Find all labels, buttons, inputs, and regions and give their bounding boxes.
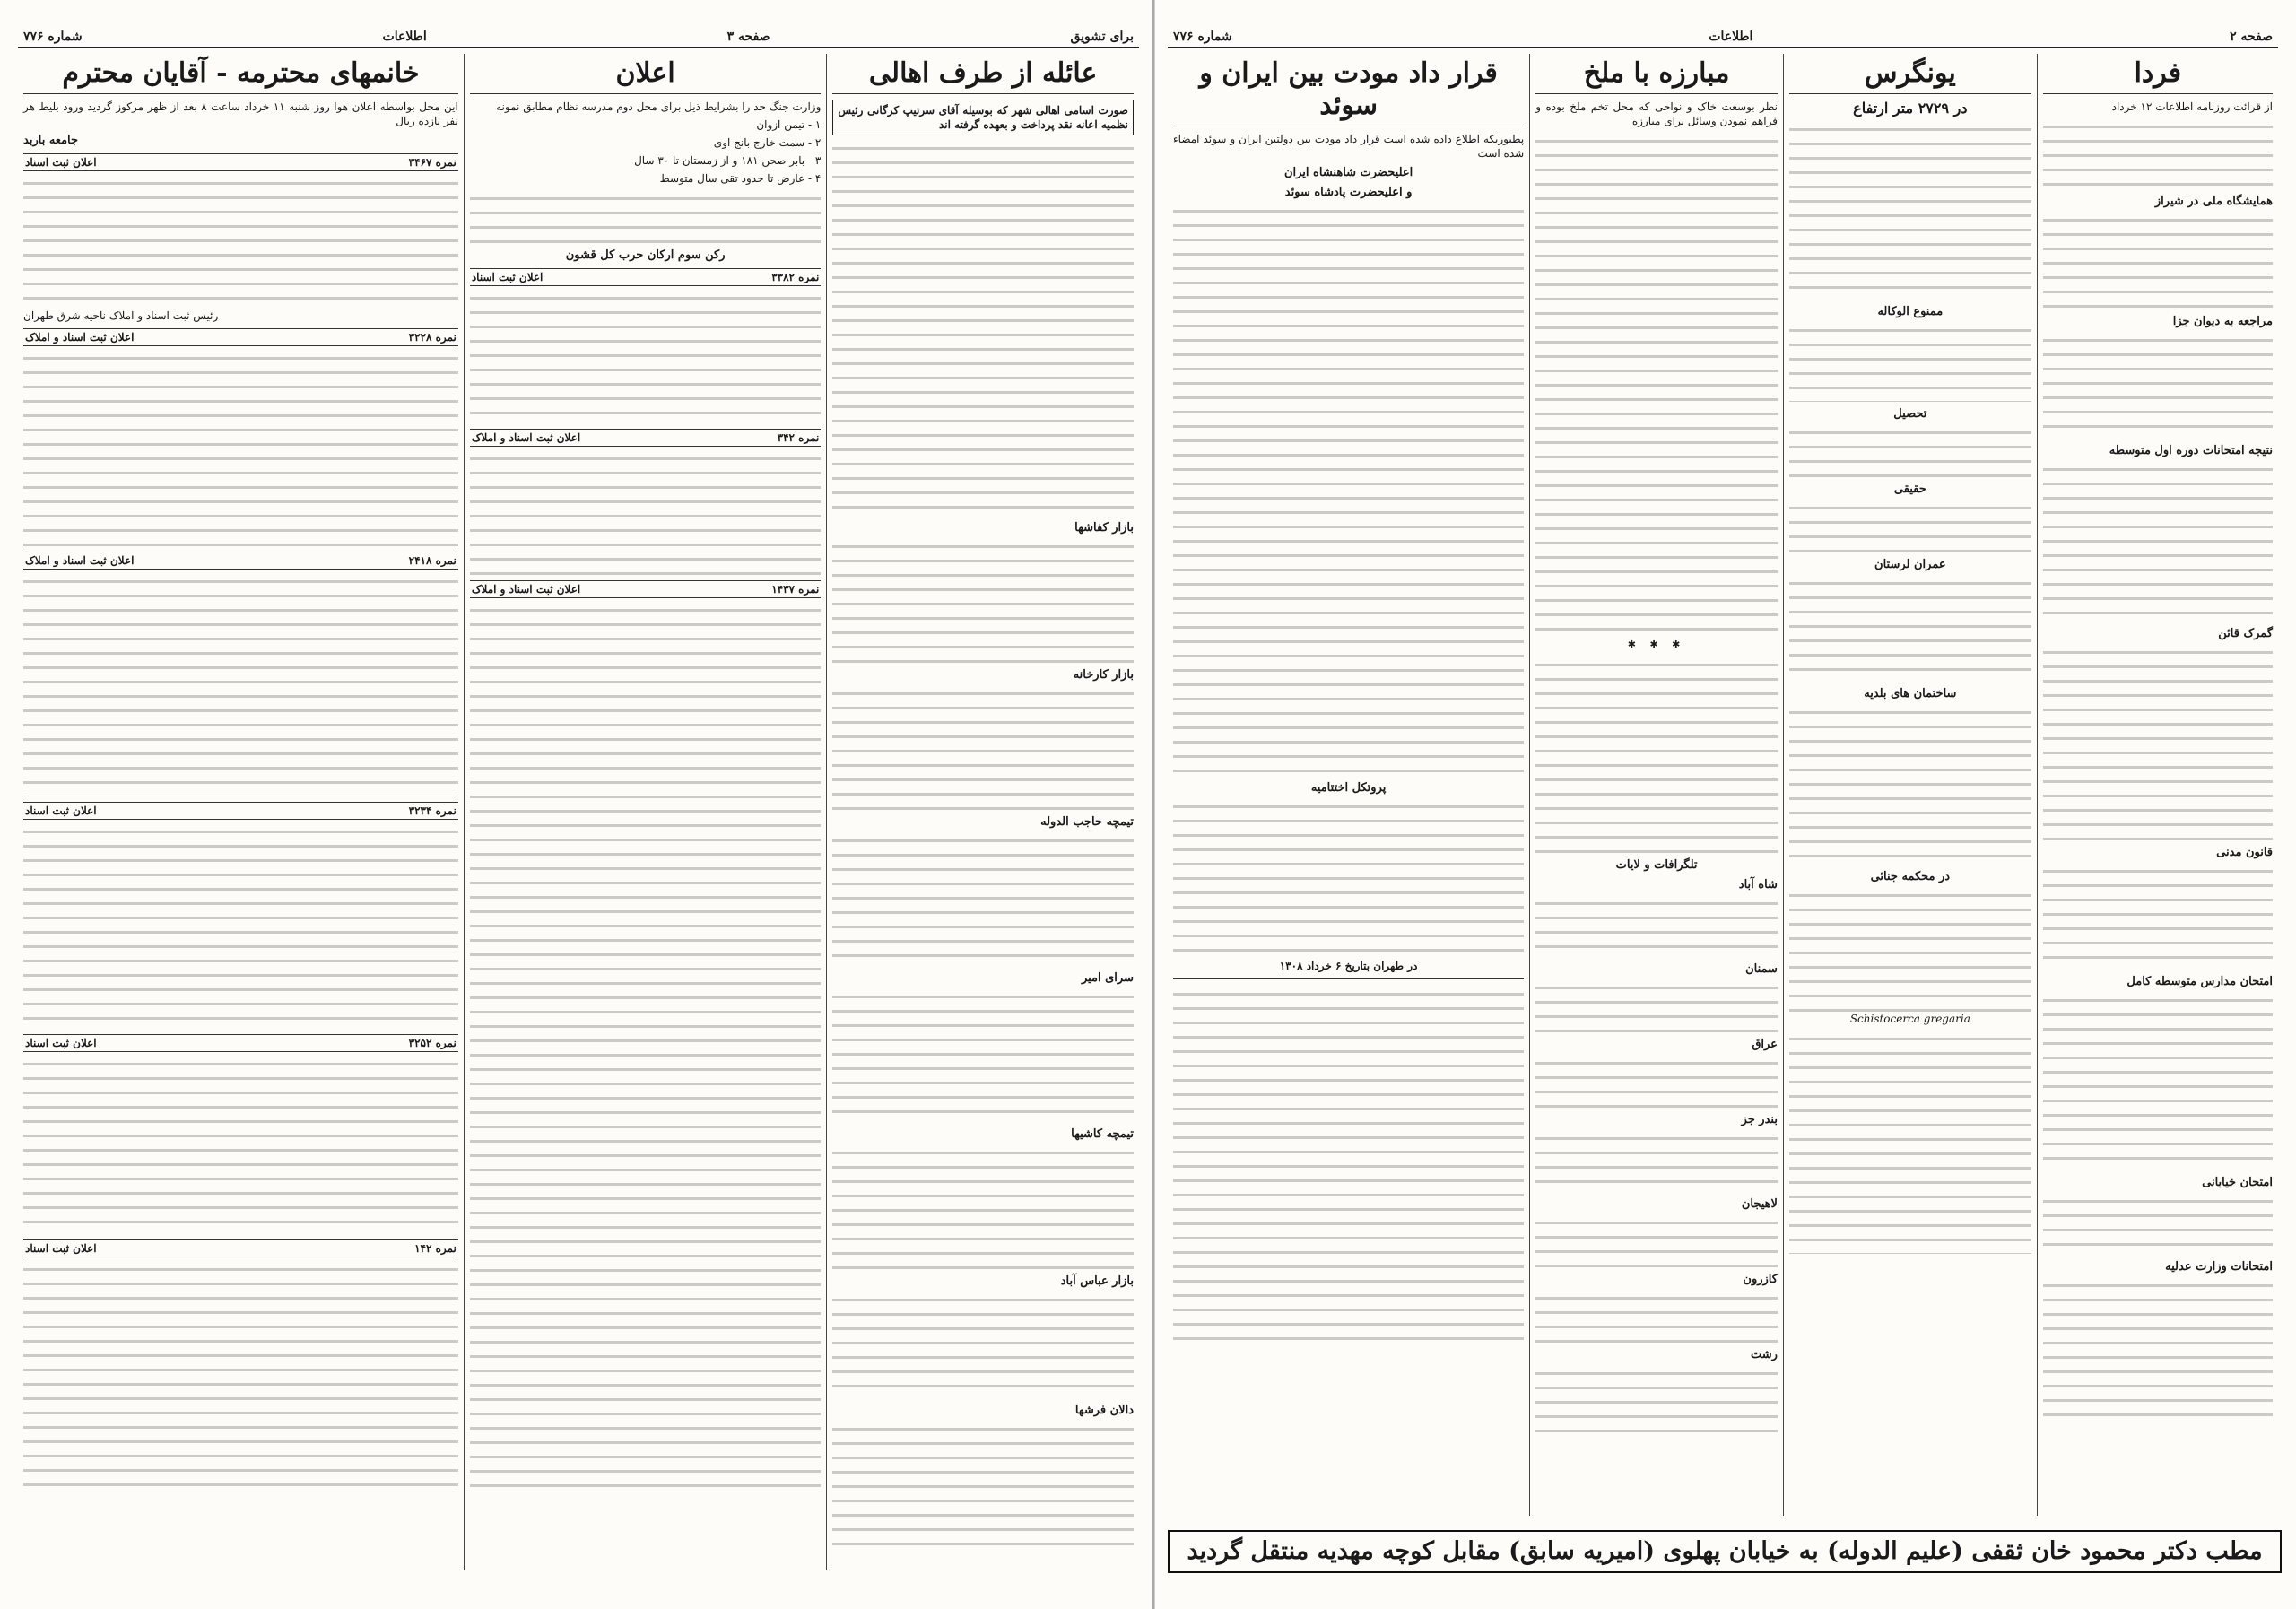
congress-subhead: ممنوع الوکاله bbox=[1877, 305, 1944, 318]
notice-number: نمره ۱۴۲ bbox=[414, 1242, 457, 1255]
left-page bbox=[18, 27, 1139, 1587]
treaty-text-block bbox=[1173, 797, 1524, 959]
locust-subhead: تلگرافات و لایات bbox=[1615, 858, 1698, 872]
notice-text-block bbox=[23, 349, 458, 546]
locust-column bbox=[1529, 54, 1783, 1516]
clinic-relocation-ad: مطب دکتر محمود خان ثقفی (علیم الدوله) به خیابان پهلوی (امیریه سابق) مقابل کوچه مهدیه منتقل گردید bbox=[1168, 1530, 2282, 1573]
notice-text-block bbox=[23, 174, 458, 309]
announcement-item: ۱ - تیمن ازوان bbox=[756, 118, 822, 131]
announcement-footer: رکن سوم ارکان حرب کل قشون bbox=[565, 248, 726, 262]
petition-text-block bbox=[832, 684, 1134, 810]
farda-subhead: گمرک قائن bbox=[2218, 627, 2273, 640]
treaty-intro: پطیوریکه اطلاع داده شده است قرار داد مودت بین دولتین ایران و سوئد امضاء شده است bbox=[1173, 133, 1525, 160]
petition-heading-2: بازار کارخانه bbox=[1073, 668, 1134, 682]
petition-heading-5: تیمچه کاشیها bbox=[1071, 1127, 1134, 1141]
locust-text-block bbox=[1535, 1364, 1778, 1436]
farda-text-block bbox=[2043, 1192, 2273, 1255]
locust-subhead: شاه آباد bbox=[1738, 878, 1778, 891]
locust-text-block bbox=[1535, 978, 1778, 1032]
petition-heading-7: دالان فرشها bbox=[1074, 1404, 1134, 1417]
notice-header bbox=[23, 328, 458, 346]
announcement-text-block bbox=[470, 189, 822, 243]
locust-subhead: بندر جز bbox=[1741, 1113, 1778, 1126]
locust-subhead: کازرون bbox=[1743, 1273, 1778, 1286]
congress-subhead: در محکمه جنائی bbox=[1870, 870, 1951, 883]
notice-header bbox=[23, 802, 458, 820]
farda-text-block bbox=[2043, 991, 2273, 1170]
locust-subhead: لاهیجان bbox=[1741, 1197, 1778, 1211]
congress-text-block bbox=[1789, 886, 2031, 1012]
notice-signature: رئیس ثبت اسناد و املاک ناحیه شرق طهران bbox=[23, 309, 219, 322]
petition-heading-4: سرای امیر bbox=[1081, 971, 1134, 985]
congress-species: Schistocerca gregaria bbox=[1849, 1013, 1970, 1025]
locust-text-block bbox=[1535, 1289, 1778, 1343]
right-issue: شماره ۷۷۶ bbox=[1173, 30, 1232, 44]
farda-column bbox=[2037, 54, 2278, 1516]
notice-heading: اعلان ثبت اسناد و املاک bbox=[471, 431, 581, 444]
divider bbox=[1173, 978, 1524, 979]
congress-text-block bbox=[1789, 1030, 2031, 1254]
farda-subhead: امتحان خیابانی bbox=[2202, 1176, 2273, 1189]
notice-heading: اعلان ثبت اسناد bbox=[25, 1242, 97, 1255]
congress-subhead: تحصیل bbox=[1893, 407, 1927, 421]
treaty-subhead: اعلیحضرت شاهنشاه ایران bbox=[1283, 166, 1413, 179]
notice-number: نمره ۳۲۳۴ bbox=[408, 804, 457, 817]
treaty-closing: در طهران بتاریخ ۶ خرداد ۱۳۰۸ bbox=[1279, 960, 1418, 972]
legal-notices-column bbox=[18, 54, 464, 1570]
petition-heading-3: تیمچه حاجب الدوله bbox=[1040, 815, 1134, 829]
right-paper-name: اطلاعات bbox=[1709, 30, 1753, 44]
notice-text-block bbox=[23, 572, 458, 796]
notice-header bbox=[470, 429, 822, 447]
congress-text-block bbox=[1789, 703, 2031, 865]
congress-subhead: ساختمان های بلدیه bbox=[1864, 687, 1957, 700]
farda-subhead: نتیجه امتحانات دوره اول متوسطه bbox=[2109, 444, 2273, 457]
locust-text-block bbox=[1535, 894, 1778, 957]
notice-number: نمره ۳۲۵۲ bbox=[408, 1037, 457, 1049]
notice-header bbox=[23, 552, 458, 570]
petition-text-block bbox=[832, 1420, 1134, 1545]
notice-heading: اعلان ثبت اسناد و املاک bbox=[25, 331, 135, 344]
congress-title: یونگرس bbox=[1789, 57, 2031, 94]
congress-text-block bbox=[1789, 321, 2031, 402]
notice-number: نمره ۳۳۸۲ bbox=[771, 271, 820, 283]
congress-sub: در ۲۷۲۹ متر ارتفاع bbox=[1853, 100, 1968, 117]
farda-text-block bbox=[2043, 117, 2273, 189]
farda-subhead: قانون مدنی bbox=[2216, 846, 2273, 859]
left-page-label: صفحه ۳ bbox=[726, 30, 770, 44]
notice-heading: اعلان ثبت اسناد bbox=[25, 804, 97, 817]
petition-text-block bbox=[832, 537, 1134, 663]
congress-text-block bbox=[1789, 574, 2031, 682]
page-fold bbox=[1152, 0, 1155, 1609]
locust-intro: نظر بوسعت خاک و نواحی که محل تخم ملخ بوده و فراهم نمودن وسائل برای مبارزه bbox=[1535, 100, 1778, 127]
congress-text-block bbox=[1789, 120, 2031, 300]
announcement-item: ۴ - عارض تا حدود تقی سال متوسط bbox=[659, 172, 822, 185]
farda-intro: از قرائت روزنامه اطلاعات ۱۲ خرداد bbox=[2111, 100, 2273, 113]
treaty-subhead: پروتکل اختتامیه bbox=[1310, 781, 1387, 795]
locust-text-block bbox=[1535, 132, 1778, 634]
farda-text-block bbox=[2043, 1276, 2273, 1420]
treaty-title: قرار داد مودت بین ایران و سوئد bbox=[1173, 57, 1524, 126]
congress-text-block bbox=[1789, 499, 2031, 552]
farda-subhead: مراجعه به دیوان جزا bbox=[2172, 315, 2273, 328]
congress-text-block bbox=[1789, 423, 2031, 477]
notice-heading: اعلان ثبت اسناد bbox=[25, 156, 97, 169]
notice-heading: اعلان ثبت اسناد bbox=[471, 271, 544, 283]
notices-intro: این محل بواسطه اعلان هوا روز شنبه ۱۱ خرداد ساعت ۸ بعد از ظهر مرکوز گردید ورود بلیط هر نفر یازده ریال bbox=[23, 100, 458, 127]
notice-header bbox=[470, 268, 822, 286]
notice-header bbox=[23, 1034, 458, 1052]
right-masthead bbox=[1168, 27, 2278, 48]
notice-text-block bbox=[470, 449, 822, 575]
left-issue: شماره ۷۷۶ bbox=[23, 30, 83, 44]
petition-column bbox=[826, 54, 1139, 1570]
notice-text-block bbox=[23, 1260, 458, 1493]
notice-header bbox=[23, 1239, 458, 1257]
notice-text-block bbox=[470, 289, 822, 423]
petition-text-block bbox=[832, 987, 1134, 1122]
farda-text-block bbox=[2043, 211, 2273, 309]
notice-number: نمره ۳۴۲ bbox=[777, 431, 820, 444]
announcement-intro: وزارت جنگ حد را بشرایط ذیل برای محل دوم مدرسه نظام مطابق نمونه bbox=[496, 100, 822, 113]
left-masthead bbox=[18, 27, 1139, 48]
announcement-item: ۳ - بابر صحن ۱۸۱ و از زمستان تا ۳۰ سال bbox=[634, 154, 822, 167]
announcement-column bbox=[464, 54, 827, 1570]
locust-subhead: رشت bbox=[1751, 1348, 1778, 1361]
locust-text-block bbox=[1535, 1213, 1778, 1267]
locust-subhead: عراق bbox=[1752, 1038, 1778, 1051]
locust-text-block bbox=[1535, 656, 1778, 853]
petition-title: عائله از طرف اهالی bbox=[832, 57, 1134, 94]
treaty-subhead: و اعلیحضرت پادشاه سوئد bbox=[1284, 186, 1413, 199]
section-stars: ✱ ✱ ✱ bbox=[1627, 639, 1686, 650]
treaty-column bbox=[1168, 54, 1529, 1516]
petition-sub: صورت اسامی اهالی شهر که بوسیله آقای سرتیپ کرگانی رئیس نظمیه اعانه نقد پرداخت و بعهده گرفته اند bbox=[832, 100, 1134, 135]
notices-title: خانمهای محترمه - آقایان محترم bbox=[23, 57, 458, 94]
notices-branch: جامعه باربد bbox=[23, 134, 79, 147]
congress-subhead: حقیقی bbox=[1893, 483, 1926, 496]
petition-heading-6: بازار عباس آباد bbox=[1060, 1274, 1134, 1288]
farda-text-block bbox=[2043, 331, 2273, 439]
notice-heading: اعلان ثبت اسناد و املاک bbox=[25, 554, 135, 567]
left-ad-label: برای تشویق bbox=[1070, 30, 1134, 44]
congress-subhead: عمران لرستان bbox=[1874, 558, 1946, 571]
farda-text-block bbox=[2043, 460, 2273, 622]
locust-text-block bbox=[1535, 1054, 1778, 1108]
locust-text-block bbox=[1535, 1129, 1778, 1192]
locust-title: مبارزه با ملخ bbox=[1535, 57, 1778, 94]
petition-text-block bbox=[832, 139, 1134, 516]
petition-text-block bbox=[832, 1291, 1134, 1398]
petition-text-block bbox=[832, 1144, 1134, 1269]
notice-header bbox=[470, 580, 822, 598]
announcement-title: اعلان bbox=[470, 57, 822, 94]
notice-text-block bbox=[23, 822, 458, 1029]
notice-heading: اعلان ثبت اسناد و املاک bbox=[471, 583, 581, 596]
notice-number: نمره ۳۲۲۸ bbox=[408, 331, 457, 344]
left-paper-name: اطلاعات bbox=[382, 30, 427, 44]
notice-heading: اعلان ثبت اسناد bbox=[25, 1037, 97, 1049]
notice-text-block bbox=[23, 1055, 458, 1234]
congress-column bbox=[1783, 54, 2037, 1516]
notice-header bbox=[23, 153, 458, 171]
notice-number: نمره ۳۴۶۷ bbox=[408, 156, 457, 169]
farda-text-block bbox=[2043, 862, 2273, 970]
notice-number: نمره ۲۴۱۸ bbox=[408, 554, 457, 567]
farda-subhead: امتحان مدارس متوسطه کامل bbox=[2126, 975, 2273, 988]
farda-subhead: امتحانات وزارت عدلیه bbox=[2165, 1260, 2273, 1274]
locust-subhead: سمنان bbox=[1745, 962, 1778, 976]
notice-text-block bbox=[470, 601, 822, 1498]
treaty-text-block bbox=[1173, 202, 1524, 776]
announcement-item: ۲ - سمت خارج بانج اوی bbox=[713, 136, 822, 149]
farda-title: فردا bbox=[2043, 57, 2273, 94]
petition-text-block bbox=[832, 831, 1134, 966]
notice-number: نمره ۱۴۳۷ bbox=[771, 583, 820, 596]
treaty-text-block bbox=[1173, 985, 1524, 1344]
right-page bbox=[1168, 27, 2278, 1587]
petition-heading-1: بازار کفاشها bbox=[1074, 521, 1134, 535]
right-page-label: صفحه ۲ bbox=[2230, 30, 2273, 44]
farda-text-block bbox=[2043, 643, 2273, 840]
farda-subhead: همایشگاه ملی در شیراز bbox=[2154, 195, 2273, 208]
